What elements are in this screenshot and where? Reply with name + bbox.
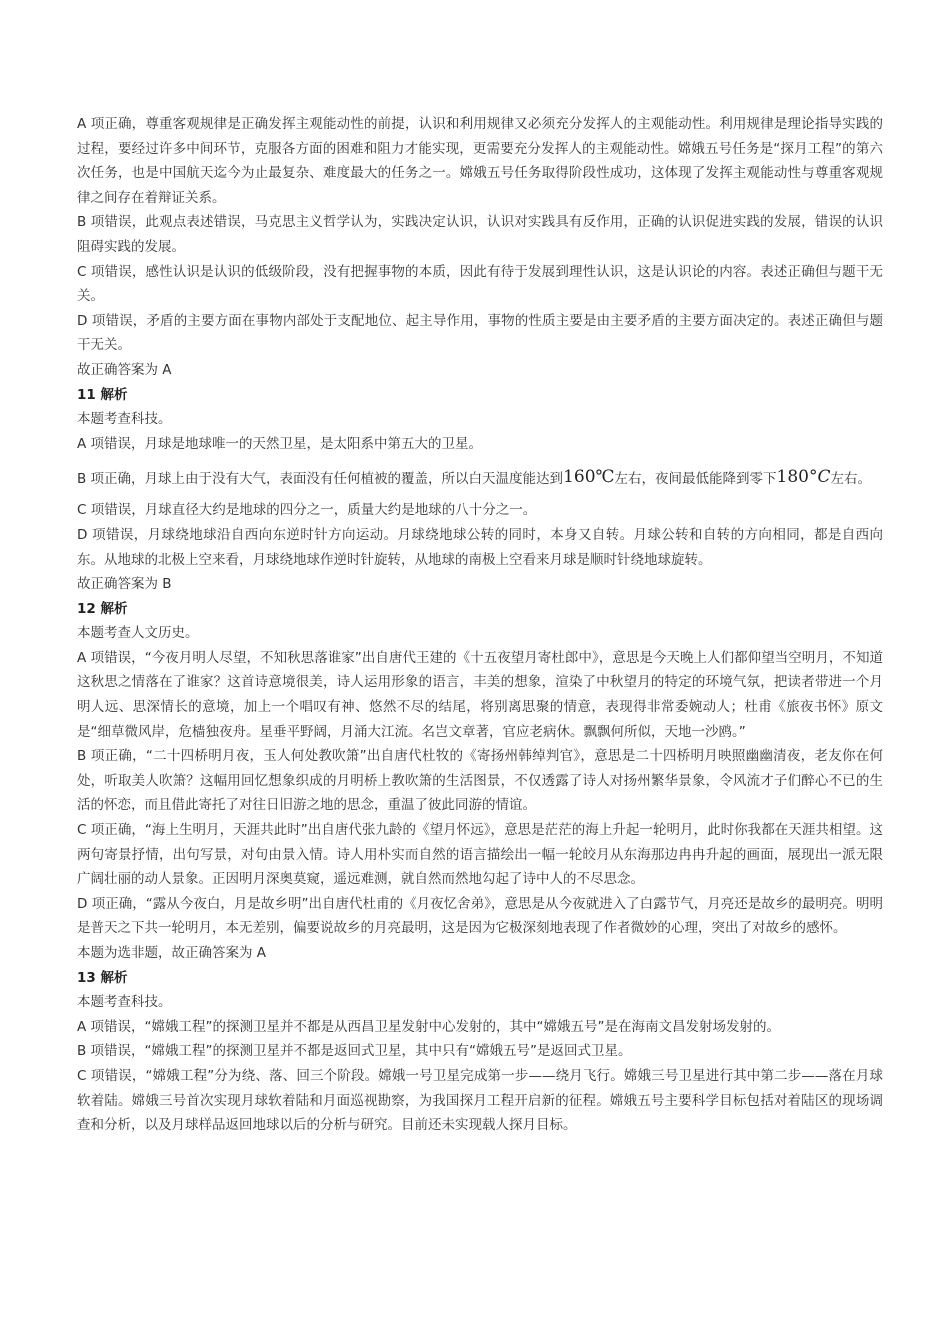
answer-line: 本题为选非题，故正确答案为 A — [77, 945, 267, 961]
paragraph: D 项错误，矛盾的主要方面在事物内部处于支配地位、起主导作用，事物的性质主要是由主要矛盾的主要方面决定的。表述正确但与题干无关。 — [77, 312, 883, 354]
paragraph: B 项错误，“嫦娥工程”的探测卫星并不都是返回式卫星，其中只有“嫦娥五号”是返回式卫星。 — [77, 1043, 632, 1060]
temperature-low-unit: C — [817, 467, 831, 488]
paragraph: D 项正确，“露从今夜白，月是故乡明”出自唐代杜甫的《月夜忆舍弟》，意思是从今夜就进入了白露节气，月亮还是故乡的最明亮。明明是普天之下共一轮明月，本无差别，偏要说故乡的月亮最明，这是因为它极深刻地表现了作者微妙的心理，突出了对故乡的感怀。 — [77, 895, 883, 937]
text-run: 左右。 — [830, 471, 871, 488]
paragraph: C 项错误，感性认识是认识的低级阶段，没有把握事物的本质，因此有待于发展到理性认识，这是认识论的内容。表述正确但与题干无关。 — [77, 263, 883, 305]
paragraph: A 项错误，“今夜月明人尽望，不知秋思落谁家”出自唐代王建的《十五夜望月寄杜郎中》，意思是今天晚上人们都仰望当空明月，不知道这秋思之情落在了谁家？这首诗意境很美，诗人运用形象的语言，丰美的想象，渲染了中秋望月的特定的环境气氛，把读者带进一个月明人远、思深情长的意境，加上一个唱叹有神、悠然不尽的结尾，将别离思聚的情意，表现得非常委婉动人；杜甫《旅夜书怀》原文是“细草微风岸，危樯独夜舟。星垂平野阔，月涌大江流。名岂文章著，官应老病休。飘飘何所似，天地一沙鸥。” — [77, 649, 883, 740]
temperature-low-number: 180° — [776, 467, 818, 488]
temperature-high: 160℃ — [563, 467, 615, 488]
section-heading-11: 11 解析 — [77, 386, 128, 403]
paragraph: A 项错误，“嫦娥工程”的探测卫星并不都是从西昌卫星发射中心发射的，其中“嫦娥五号”是在海南文昌发射场发射的。 — [77, 1018, 781, 1035]
paragraph: C 项正确，“海上生明月，天涯共此时”出自唐代张九龄的《望月怀远》，意思是茫茫的海上升起一轮明月，此时你我都在天涯共相望。这两句寄景抒情，出句写景，对句由景入情。诗人用朴实而自然的语言描绘出一幅一轮皎月从东海那边冉冉升起的画面，展现出一派无限广阔壮丽的动人景象。正因明月深奥莫窥，遥远难测，就自然而然地勾起了诗中人的不尽思念。 — [77, 822, 883, 888]
paragraph: 本题考查科技。 — [77, 411, 172, 428]
paragraph: A 项正确，尊重客观规律是正确发挥主观能动性的前提，认识和利用规律又必须充分发挥人的主观能动性。利用规律是理论指导实践的过程，要经过许多中间环节，克服各方面的困难和阻力才能实现，更需要充分发挥人的主观能动性。嫦娥五号任务是“探月工程”的第六次任务，也是中国航天迄今为止最复杂、难度最大的任务之一。嫦娥五号任务取得阶段性成功，这体现了发挥主观能动性与尊重客观规律之间存在着辩证关系。 — [77, 116, 883, 206]
paragraph: B 项错误，此观点表述错误，马克思主义哲学认为，实践决定认识，认识对实践具有反作用，正确的认识促进实践的发展，错误的认识阻碍实践的发展。 — [77, 214, 883, 255]
paragraph: C 项错误，月球直径大约是地球的四分之一，质量大约是地球的八十分之一。 — [77, 502, 537, 519]
paragraph: B 项正确，“二十四桥明月夜，玉人何处教吹箫”出自唐代杜牧的《寄扬州韩绰判官》，意思是二十四桥明月映照幽幽清夜，老友你在何处，听取美人吹箫？这幅用回忆想象织成的月明桥上教吹箫的生活图景，不仅透露了诗人对扬州繁华景象，令风流才子们醉心不已的生活的怀恋，而且借此寄托了对往日旧游之地的思念，重温了彼此同游的情谊。 — [77, 748, 883, 814]
section-heading-13: 13 解析 — [77, 969, 128, 986]
paragraph: D 项错误，月球绕地球沿自西向东逆时针方向运动。月球绕地球公转的同时，本身又自转。月球公转和自转的方向相同，都是自西向东。从地球的北极上空来看，月球绕地球作逆时针旋转，从地球的南极上空看来月球是顺时针绕地球旋转。 — [77, 526, 883, 568]
paragraph: 本题考查人文历史。 — [77, 625, 199, 642]
paragraph: C 项错误，“嫦娥工程”分为绕、落、回三个阶段。嫦娥一号卫星完成第一步——绕月飞行。嫦娥三号卫星进行其中第二步——落在月球软着陆。嫦娥三号首次实现月球软着陆和月面巡视勘察，为我国探月工程开启新的征程。嫦娥五号主要科学目标包括对着陆区的现场调查和分析，以及月球样品返回地球以后的分析与研究。目前还未实现载人探月目标。 — [77, 1067, 883, 1134]
paragraph-temperature — [77, 456, 883, 498]
paragraph: 本题考查科技。 — [77, 994, 172, 1011]
section-heading-12: 12 解析 — [77, 600, 128, 617]
paragraph: A 项错误，月球是地球唯一的天然卫星，是太阳系中第五大的卫星。 — [77, 435, 483, 452]
answer-line: 故正确答案为 A — [77, 361, 172, 378]
text-run: B 项正确，月球上由于没有大气，表面没有任何植被的覆盖，所以白天温度能达到 — [77, 471, 564, 488]
answer-line: 故正确答案为 B — [77, 576, 172, 593]
text-run: 左右，夜间最低能降到零下 — [614, 471, 777, 488]
document-body — [77, 112, 883, 1138]
